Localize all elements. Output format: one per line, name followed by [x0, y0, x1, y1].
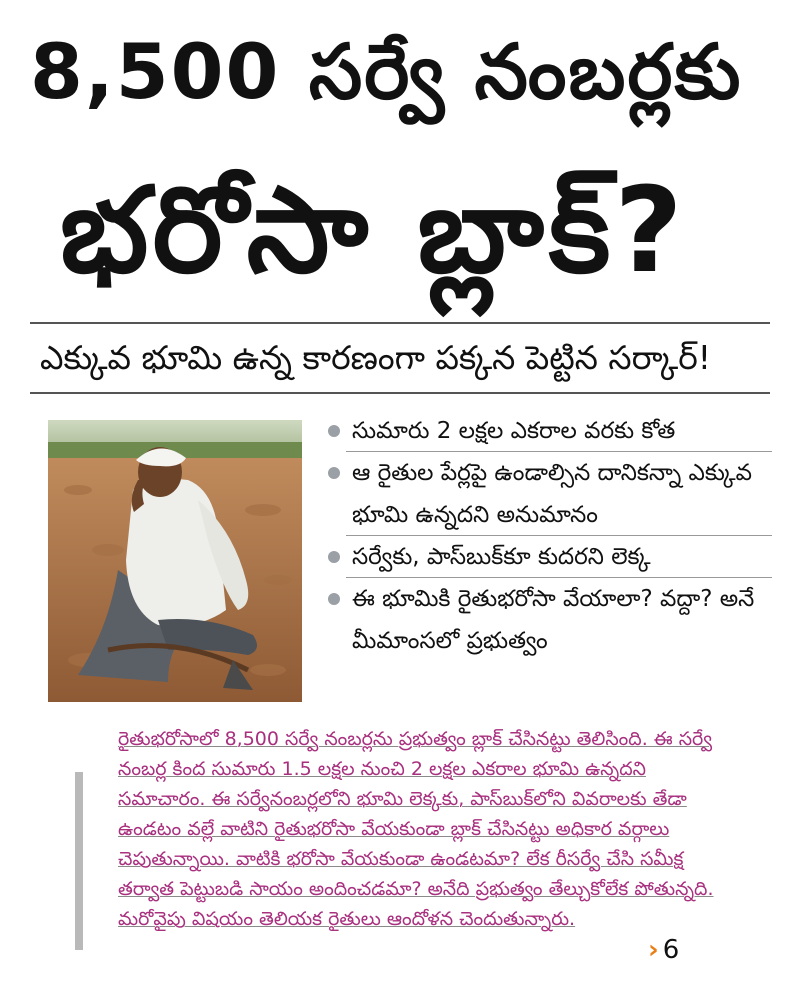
key-point-text: సర్వేకు, పాస్‌బుక్‌కూ కుదరని లెక్క [352, 544, 651, 570]
subheadline: ఎక్కువ భూమి ఉన్న కారణంగా పక్కన పెట్టిన సర్కార్! [40, 338, 711, 377]
body-line: నంబర్ల కింద సుమారు 1.5 లక్షల నుంచి 2 లక్షల ఎకరాల భూమి ఉన్నదని [118, 758, 646, 780]
bullet-dot-icon [328, 467, 340, 479]
key-point-text: ఆ రైతుల పేర్లపై ఉండాల్సిన దానికన్నా ఎక్కువ భూమి ఉన్నదని అనుమానం [352, 460, 752, 528]
body-line: ఉండటం వల్లే వాటిని రైతుభరోసా వేయకుండా బ్లాక్ చేసినట్టు అధికార వర్గాలు [118, 818, 670, 840]
body-line: రైతుభరోసాలో 8,500 సర్వే నంబర్లను ప్రభుత్వం బ్లాక్ చేసినట్టు తెలిసింది. ఈ సర్వే [118, 728, 713, 750]
headline-line-1: 8,500 సర్వే నంబర్లకు [30, 27, 743, 116]
key-point [322, 578, 772, 662]
subheadline-top-rule [30, 322, 770, 324]
bullet-dot-icon [328, 593, 340, 605]
key-points-list [322, 410, 772, 662]
key-point-text: ఈ భూమికి రైతుభరోసా వేయాలా? వద్దా? అనే మీమాంసలో ప్రభుత్వం [352, 586, 755, 654]
body-line: మరోవైపు విషయం తెలియక రైతులు ఆందోళన చెందుతున్నారు. [118, 908, 576, 930]
page-number: 6 [662, 935, 680, 965]
farmer-photo [48, 420, 302, 702]
continued-page-ref [648, 935, 679, 965]
key-point-text: సుమారు 2 లక్షల ఎకరాల వరకు కోత [352, 418, 676, 444]
article-body [118, 724, 773, 934]
bullet-dot-icon [328, 551, 340, 563]
body-line: చెపుతున్నాయి. వాటికి భరోసా వేయకుండా ఉండటమా? లేక రీసర్వే చేసి సమీక్ష [118, 848, 684, 870]
body-accent-bar [75, 772, 83, 950]
bullet-dot-icon [328, 425, 340, 437]
body-line: తర్వాత పెట్టుబడి సాయం అందించడమా? అనేది ప్రభుత్వం తేల్చుకోలేక పోతున్నది. [118, 878, 714, 900]
key-point [322, 410, 772, 452]
key-point [322, 452, 772, 536]
headline-line-2: భరోసా బ్లాక్? [60, 161, 687, 299]
body-line: సమాచారం. ఈ సర్వేనంబర్లలోని భూమి లెక్కకు, పాస్‌బుక్‌లోని వివరాలకు తేడా [118, 788, 687, 810]
key-point [322, 536, 772, 578]
subheadline-bottom-rule [30, 392, 770, 394]
chevron-right-icon: › [648, 935, 659, 965]
